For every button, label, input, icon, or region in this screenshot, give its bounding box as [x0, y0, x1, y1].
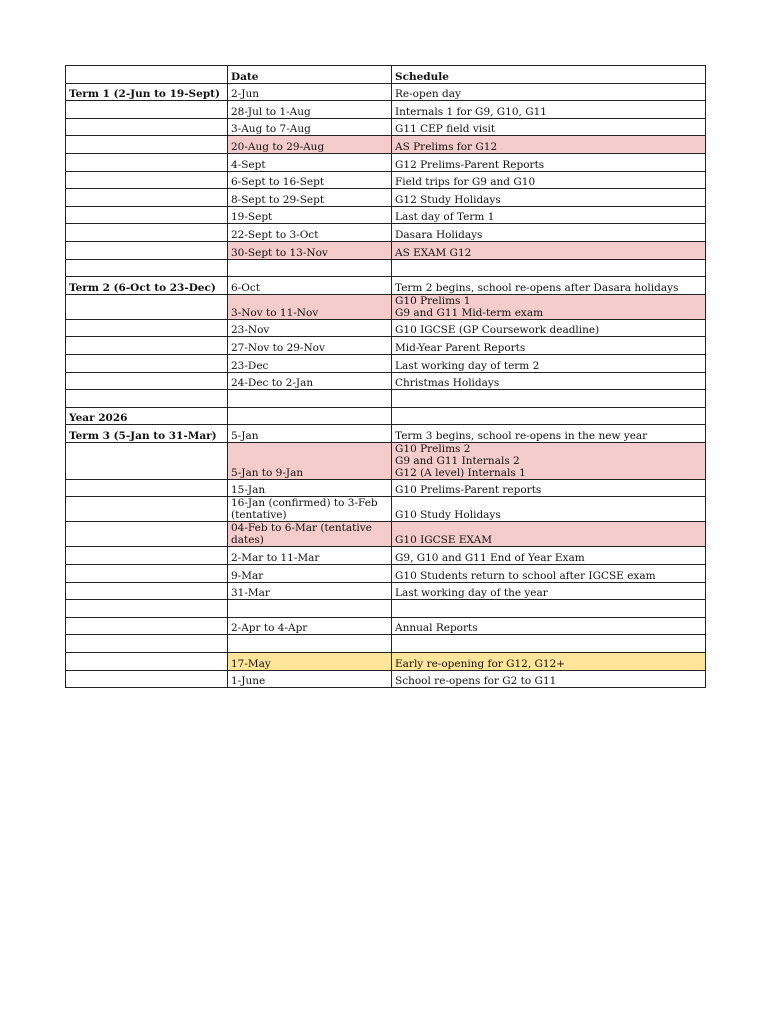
schedule-cell: Last working day of the year — [392, 582, 706, 600]
date-cell: 27-Nov to 29-Nov — [228, 337, 392, 355]
schedule-cell: Re-open day — [392, 83, 706, 101]
schedule-cell: G10 IGCSE (GP Coursework deadline) — [392, 319, 706, 337]
table-row — [66, 294, 706, 319]
date-cell: 30-Sept to 13-Nov — [228, 241, 392, 259]
date-cell: 17-May — [228, 653, 392, 671]
table-row — [66, 171, 706, 189]
table-row — [66, 372, 706, 390]
schedule-cell: Early re-opening for G12, G12+ — [392, 653, 706, 671]
term-label-cell — [66, 635, 228, 653]
schedule-cell: G10 Study Holidays — [392, 497, 706, 522]
date-cell: 1-June — [228, 670, 392, 688]
date-cell: 3-Nov to 11-Nov — [228, 294, 392, 319]
schedule-cell: Last working day of term 2 — [392, 354, 706, 372]
table-row — [66, 653, 706, 671]
term-label-cell — [66, 653, 228, 671]
table-row — [66, 189, 706, 207]
date-cell — [228, 600, 392, 618]
term-label-cell — [66, 582, 228, 600]
date-cell: 22-Sept to 3-Oct — [228, 224, 392, 242]
schedule-cell: G11 CEP field visit — [392, 118, 706, 136]
term-label-cell: Term 1 (2-Jun to 19-Sept) — [66, 83, 228, 101]
term-label-cell — [66, 354, 228, 372]
term-label-cell — [66, 189, 228, 207]
schedule-cell — [392, 600, 706, 618]
term-label-cell — [66, 372, 228, 390]
schedule-cell — [392, 259, 706, 277]
table-row — [66, 565, 706, 583]
schedule-cell: AS Prelims for G12 — [392, 136, 706, 154]
date-cell: 15-Jan — [228, 479, 392, 497]
date-cell: 2-Mar to 11-Mar — [228, 547, 392, 565]
table-row — [66, 153, 706, 171]
table-row — [66, 277, 706, 295]
date-cell: 6-Sept to 16-Sept — [228, 171, 392, 189]
term-label-cell — [66, 319, 228, 337]
term-label-cell: Year 2026 — [66, 407, 228, 425]
schedule-cell: Last day of Term 1 — [392, 206, 706, 224]
date-cell: 31-Mar — [228, 582, 392, 600]
term-label-cell — [66, 101, 228, 119]
date-cell — [228, 390, 392, 408]
schedule-cell: Annual Reports — [392, 617, 706, 635]
table-row — [66, 442, 706, 479]
schedule-cell — [392, 390, 706, 408]
term-label-cell — [66, 136, 228, 154]
date-cell — [228, 407, 392, 425]
schedule-cell — [392, 635, 706, 653]
table-row — [66, 479, 706, 497]
schedule-cell: Christmas Holidays — [392, 372, 706, 390]
term-label-cell — [66, 600, 228, 618]
schedule-cell: Field trips for G9 and G10 — [392, 171, 706, 189]
table-row — [66, 224, 706, 242]
date-cell: 23-Dec — [228, 354, 392, 372]
date-cell: 9-Mar — [228, 565, 392, 583]
term-label-cell: Term 3 (5-Jan to 31-Mar) — [66, 425, 228, 443]
table-row — [66, 582, 706, 600]
table-row — [66, 337, 706, 355]
date-cell: 3-Aug to 7-Aug — [228, 118, 392, 136]
schedule-cell: G10 Prelims-Parent reports — [392, 479, 706, 497]
term-label-cell — [66, 259, 228, 277]
term-label-cell — [66, 442, 228, 479]
table-row — [66, 635, 706, 653]
date-cell: 19-Sept — [228, 206, 392, 224]
table-row — [66, 407, 706, 425]
term-label-cell: Term 2 (6-Oct to 23-Dec) — [66, 277, 228, 295]
schedule-cell: School re-opens for G2 to G11 — [392, 670, 706, 688]
date-cell: 04-Feb to 6-Mar (tentative dates) — [228, 522, 392, 547]
table-row — [66, 547, 706, 565]
term-label-cell — [66, 522, 228, 547]
table-row — [66, 617, 706, 635]
schedule-cell: G10 Prelims 1 G9 and G11 Mid-term exam — [392, 294, 706, 319]
schedule-cell: AS EXAM G12 — [392, 241, 706, 259]
date-cell: 8-Sept to 29-Sept — [228, 189, 392, 207]
date-cell — [228, 635, 392, 653]
header-cell-date: Date — [228, 66, 392, 84]
date-cell: 6-Oct — [228, 277, 392, 295]
term-label-cell — [66, 617, 228, 635]
term-label-cell — [66, 479, 228, 497]
header-cell-schedule: Schedule — [392, 66, 706, 84]
date-cell: 5-Jan to 9-Jan — [228, 442, 392, 479]
term-label-cell — [66, 224, 228, 242]
date-cell: 4-Sept — [228, 153, 392, 171]
schedule-cell: Term 2 begins, school re-opens after Dasara holidays — [392, 277, 706, 295]
date-cell: 24-Dec to 2-Jan — [228, 372, 392, 390]
schedule-cell: G12 Prelims-Parent Reports — [392, 153, 706, 171]
date-cell: 16-Jan (confirmed) to 3-Feb (tentative) — [228, 497, 392, 522]
table-row — [66, 425, 706, 443]
term-label-cell — [66, 547, 228, 565]
table-header-row — [66, 66, 706, 84]
term-label-cell — [66, 337, 228, 355]
schedule-cell: G10 IGCSE EXAM — [392, 522, 706, 547]
term-label-cell — [66, 171, 228, 189]
date-cell: 2-Jun — [228, 83, 392, 101]
schedule-cell: G10 Prelims 2 G9 and G11 Internals 2 G12 (A level) Internals 1 — [392, 442, 706, 479]
schedule-cell: G10 Students return to school after IGCSE exam — [392, 565, 706, 583]
term-label-cell — [66, 206, 228, 224]
date-cell: 2-Apr to 4-Apr — [228, 617, 392, 635]
header-cell-term — [66, 66, 228, 84]
schedule-cell: Dasara Holidays — [392, 224, 706, 242]
term-label-cell — [66, 497, 228, 522]
table-row — [66, 497, 706, 522]
schedule-cell — [392, 407, 706, 425]
schedule-cell: G9, G10 and G11 End of Year Exam — [392, 547, 706, 565]
table-row — [66, 390, 706, 408]
schedule-table-body — [66, 66, 706, 688]
table-row — [66, 600, 706, 618]
table-row — [66, 522, 706, 547]
schedule-cell: Mid-Year Parent Reports — [392, 337, 706, 355]
term-label-cell — [66, 670, 228, 688]
date-cell: 28-Jul to 1-Aug — [228, 101, 392, 119]
term-label-cell — [66, 153, 228, 171]
table-row — [66, 136, 706, 154]
schedule-cell: G12 Study Holidays — [392, 189, 706, 207]
date-cell: 20-Aug to 29-Aug — [228, 136, 392, 154]
date-cell — [228, 259, 392, 277]
schedule-cell: Term 3 begins, school re-opens in the new year — [392, 425, 706, 443]
date-cell: 5-Jan — [228, 425, 392, 443]
table-row — [66, 118, 706, 136]
table-row — [66, 83, 706, 101]
term-label-cell — [66, 118, 228, 136]
schedule-table — [65, 65, 706, 688]
table-row — [66, 259, 706, 277]
term-label-cell — [66, 390, 228, 408]
schedule-cell: Internals 1 for G9, G10, G11 — [392, 101, 706, 119]
table-row — [66, 206, 706, 224]
table-row — [66, 354, 706, 372]
table-row — [66, 101, 706, 119]
term-label-cell — [66, 565, 228, 583]
term-label-cell — [66, 241, 228, 259]
table-row — [66, 319, 706, 337]
term-label-cell — [66, 294, 228, 319]
table-row — [66, 241, 706, 259]
table-row — [66, 670, 706, 688]
date-cell: 23-Nov — [228, 319, 392, 337]
